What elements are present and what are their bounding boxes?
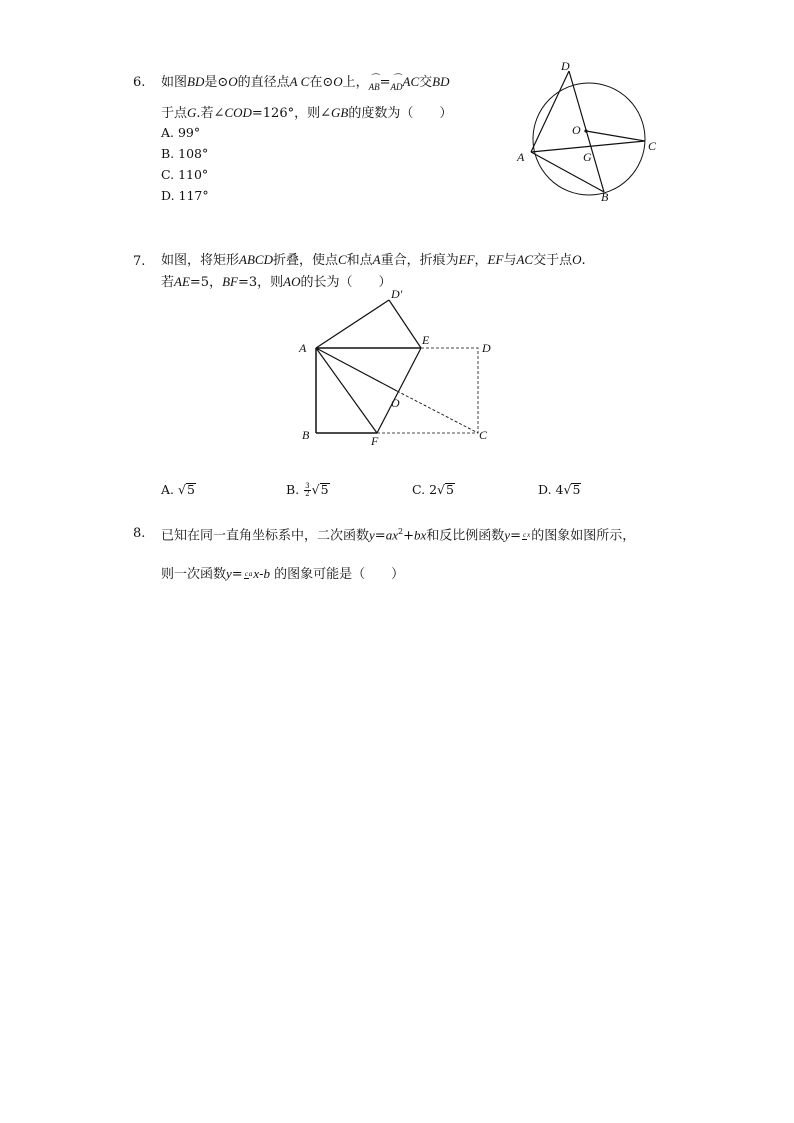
label-b: B — [302, 428, 310, 442]
label-c: C — [648, 139, 657, 153]
label-o: O — [572, 123, 581, 137]
question-text-line-2: 于点G.若∠COD=126°，则∠GB的度数为（ ） — [161, 105, 453, 121]
option-b[interactable]: B. $\frac{3}{2}$ √5 — [286, 482, 329, 498]
question-text-line-1: 已知在同一直角坐标系中，二次函数$y=ax^2+bx$和反比例函数y= cx的图象如图所示， — [161, 527, 636, 544]
label-a: A — [299, 341, 307, 355]
label-a: A — [517, 150, 525, 164]
circle-figure — [510, 55, 670, 205]
segment-ad-prime — [316, 300, 389, 348]
option-b[interactable]: B. 108° — [161, 146, 209, 161]
segment-oc-dashed — [397, 391, 478, 433]
center-point — [584, 129, 587, 132]
segment-ef — [377, 348, 421, 433]
option-a[interactable]: A. 99° — [161, 125, 201, 140]
option-c[interactable]: C. 110° — [161, 167, 209, 182]
sqrt-symbol: √ — [563, 482, 572, 497]
question-number: 6. — [133, 75, 146, 90]
arc-ad: ⌒ AD — [391, 79, 403, 95]
option-d[interactable]: D. 4√5 — [538, 482, 581, 497]
segment-oc — [586, 131, 645, 141]
option-a[interactable]: A. √5 — [161, 482, 195, 497]
fraction-c-over-x: cx — [522, 531, 531, 540]
segment-ao — [316, 348, 397, 391]
question-number: 8. — [133, 526, 146, 541]
segment-af — [316, 348, 377, 433]
rectangle-fold-figure — [290, 283, 510, 453]
label-g: G — [583, 150, 592, 164]
sqrt-symbol: √ — [177, 482, 186, 497]
question-text-line-2: 若AE=5，BF=3，则AO的长为（ ） — [161, 274, 392, 290]
option-c[interactable]: C. 2√5 — [412, 482, 454, 497]
question-number: 7. — [133, 254, 146, 269]
label-o: O — [391, 396, 400, 410]
segment-ad — [531, 71, 569, 152]
coefficient-fraction: $\frac{3}{2}$ — [305, 482, 310, 498]
label-c: C — [479, 428, 488, 442]
sqrt-symbol: √ — [311, 482, 320, 497]
label-e: E — [422, 333, 430, 347]
sqrt-symbol: √ — [437, 482, 445, 497]
label-b: B — [601, 190, 609, 204]
segment-d-prime-e — [389, 300, 421, 348]
question-text-line-2: 则一次函数y= cax-b 的图象可能是（ ） — [161, 566, 405, 582]
question-text-line-1: 如图BD是⊙O的直径点A C在⊙O上，⌒ AB=⌒ ADAC交BD — [161, 74, 450, 95]
label-f: F — [371, 434, 379, 448]
segment-ab — [531, 152, 604, 192]
option-d[interactable]: D. 117° — [161, 188, 209, 203]
label-d: D — [561, 59, 570, 73]
question-text-line-1: 如图，将矩形ABCD折叠，使点C和点A重合，折痕为EF，EF与AC交于点O. — [161, 252, 586, 268]
label-d-prime: D′ — [391, 287, 403, 301]
arc-ab: ⌒ AB — [369, 79, 380, 95]
fraction-c-over-a: ca — [244, 570, 253, 578]
label-d: D — [482, 341, 491, 355]
